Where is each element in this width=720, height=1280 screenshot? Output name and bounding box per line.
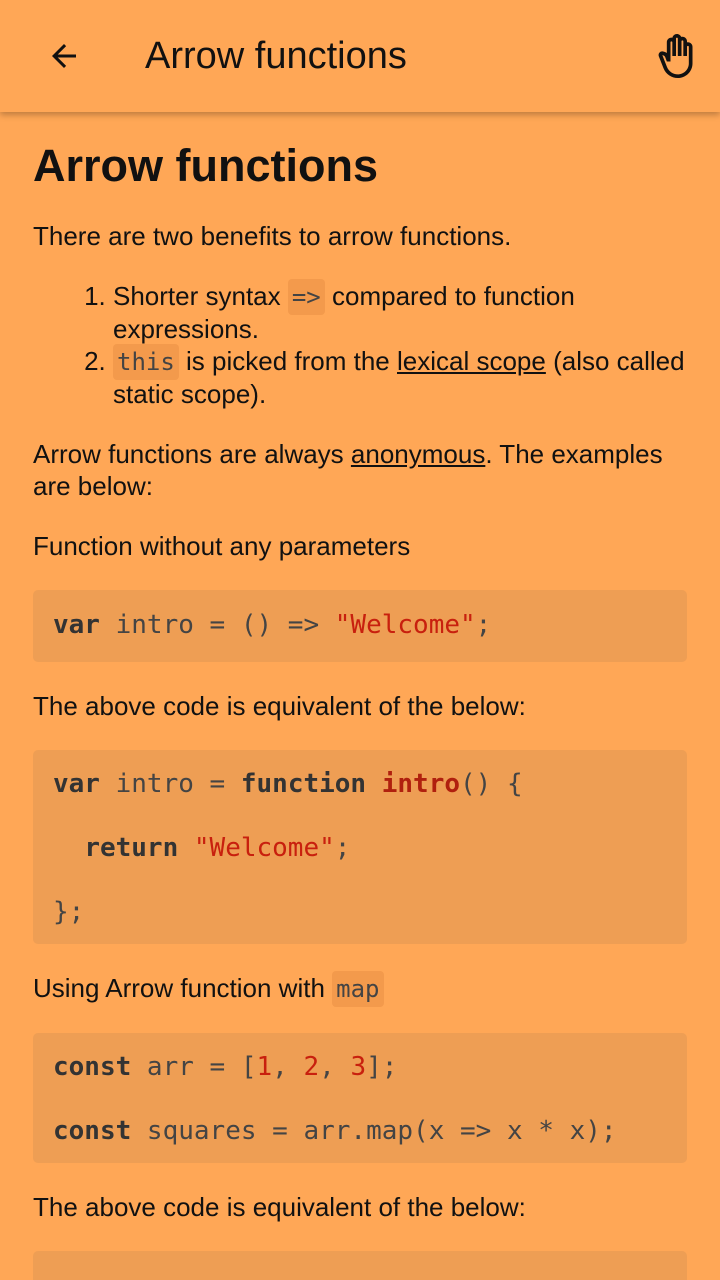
code-text: }; — [53, 897, 85, 927]
code-function-name: intro — [381, 769, 461, 799]
hand-button[interactable] — [646, 26, 706, 86]
code-keyword: return — [84, 833, 179, 863]
list-item — [113, 345, 687, 410]
code-number: 2 — [303, 1052, 320, 1082]
list-text: Shorter syntax — [113, 281, 288, 311]
example1-label: Function without any parameters — [33, 531, 411, 561]
article-heading: Arrow functions — [33, 140, 378, 191]
list-text: (also called static scope). — [113, 346, 685, 409]
code-text: ; — [334, 833, 351, 863]
code-keyword: var — [53, 610, 100, 640]
lexical-scope-link[interactable]: lexical scope — [397, 346, 546, 376]
list-text: compared to function expressions. — [113, 281, 575, 344]
code-keyword: const — [53, 1052, 132, 1082]
code-text: ]; — [366, 1052, 398, 1082]
code-keyword: const — [53, 1116, 132, 1146]
code-string: "Welcome" — [334, 610, 476, 640]
map-label — [33, 972, 687, 1005]
app-bar — [0, 0, 720, 112]
hand-icon — [654, 34, 698, 78]
code-text: squares = arr.map(x => x * x); — [131, 1116, 617, 1146]
app-bar-title: Arrow functions — [145, 35, 407, 77]
equivalent-label-1: The above code is equivalent of the below: — [33, 691, 526, 721]
intro-paragraph: There are two benefits to arrow functions. — [33, 221, 512, 251]
equivalent-label-2: The above code is equivalent of the below: — [33, 1192, 526, 1222]
list-text: is picked from the — [178, 346, 397, 376]
anonymous-link[interactable]: anonymous — [350, 439, 486, 469]
benefits-list — [33, 280, 687, 410]
code-text: ; — [475, 610, 492, 640]
code-text: intro = — [99, 769, 241, 799]
code-block-3[interactable]: const arr = [1, 2, 3]; const squares = arr.map(x => x * x); — [33, 1033, 687, 1163]
code-string: "Welcome" — [193, 833, 335, 863]
inline-code: map — [332, 971, 383, 1007]
paragraph-text: Arrow functions are always — [33, 439, 351, 469]
code-text: () { — [460, 769, 523, 799]
paragraph-text: Using Arrow function with — [33, 973, 333, 1003]
code-number: 1 — [256, 1052, 273, 1082]
code-keyword: function — [240, 769, 367, 799]
code-keyword: var — [53, 769, 100, 799]
article-content[interactable] — [0, 112, 720, 1280]
inline-code: => — [288, 279, 325, 315]
code-block-4[interactable] — [33, 1251, 687, 1280]
back-button[interactable] — [34, 26, 94, 86]
inline-code: this — [113, 344, 179, 380]
code-number: 3 — [350, 1052, 367, 1082]
code-text: intro = () => — [99, 610, 335, 640]
list-item — [113, 280, 687, 345]
arrow-left-icon — [46, 38, 82, 74]
code-text: arr = [ — [131, 1052, 257, 1082]
paragraph-text: . The examples are below: — [33, 439, 663, 501]
code-block-1[interactable] — [33, 590, 687, 662]
anonymous-paragraph — [33, 438, 687, 502]
code-block-2[interactable] — [33, 750, 687, 944]
